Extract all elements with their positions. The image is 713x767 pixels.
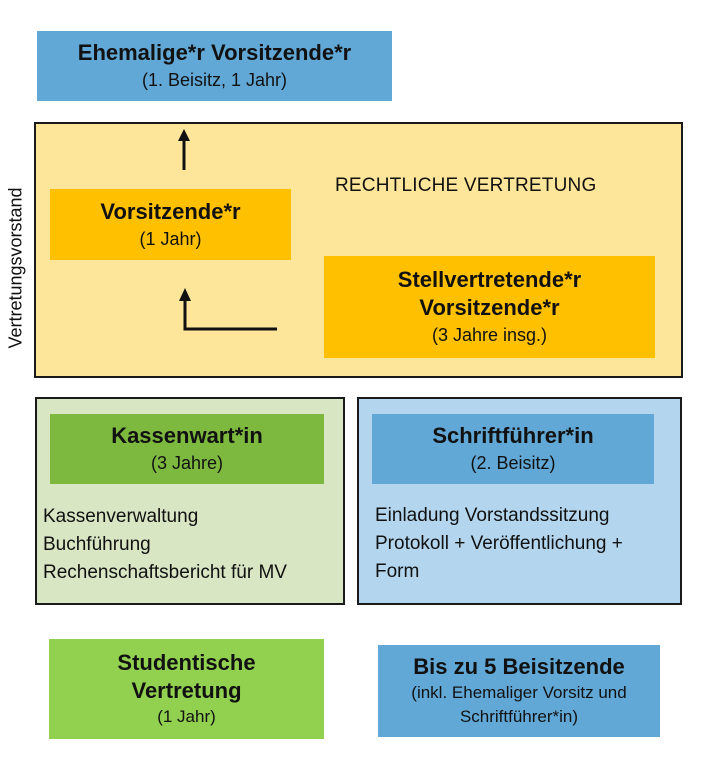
studentische-line1: Studentische: [117, 650, 256, 675]
list-item: Kassenverwaltung: [43, 506, 199, 527]
stellv-line1: Stellvertretende*r: [397, 267, 582, 292]
arrow-stellv-to-vorsitz: [179, 288, 277, 329]
beisitzende-title: Bis zu 5 Beisitzende: [413, 654, 625, 679]
vorsitzende-sub: (1 Jahr): [139, 228, 202, 249]
list-item: Rechenschaftsbericht für MV: [43, 562, 287, 583]
schriftfuehrer-task-list: [375, 502, 680, 586]
beisitzende-box: [378, 645, 660, 737]
ehemalige-sub: (1. Beisitz, 1 Jahr): [141, 70, 288, 90]
list-item: Buchführung: [43, 534, 151, 555]
rechtliche-vertretung-label: RECHTLICHE VERTRETUNG: [335, 175, 597, 196]
kassenwart-sub: (3 Jahre): [150, 453, 224, 473]
kassenwart-title: Kassenwart*in: [111, 423, 263, 448]
list-item: Einladung Vorstandssitzung: [375, 505, 610, 526]
list-item: Form: [375, 561, 420, 582]
beisitzende-sub2: Schriftführer*in): [459, 707, 579, 726]
stellv-sub: (3 Jahre insg.): [431, 325, 548, 345]
list-item: Protokoll + Veröffentlichung +: [375, 533, 623, 554]
stellv-line2: Vorsitzende*r: [419, 295, 560, 320]
studentische-sub: (1 Jahr): [157, 707, 216, 726]
schriftfuehrer-title: Schriftführer*in: [432, 423, 594, 448]
kassenwart-task-list: [43, 503, 287, 587]
schriftfuehrer-box: [372, 414, 654, 484]
vertretungsvorstand-side-label: Vertretungsvorstand: [5, 187, 26, 349]
vorsitzende-title: Vorsitzende*r: [100, 198, 241, 224]
ehemalige-title: Ehemalige*r Vorsitzende*r: [77, 40, 352, 65]
arrow-up-to-ehemalige: [178, 129, 190, 170]
beisitzende-sub1: (inkl. Ehemaliger Vorsitz und: [411, 683, 627, 702]
studentische-vertretung-box: [49, 639, 324, 739]
schriftfuehrer-sub: (2. Beisitz): [470, 453, 556, 473]
studentische-line2: Vertretung: [131, 678, 242, 703]
kassenwart-box: [50, 414, 324, 484]
